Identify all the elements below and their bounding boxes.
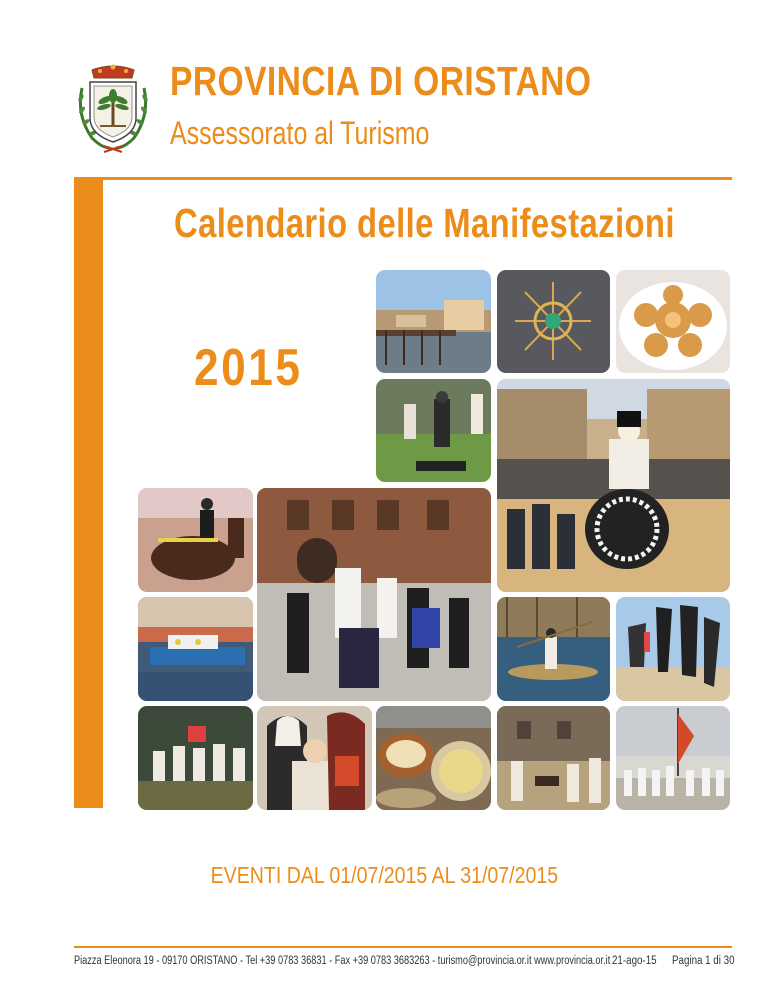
page-number: Pagina 1 di 30 [672, 955, 735, 967]
photo-wooden-pier [376, 270, 491, 373]
side-accent-bar [74, 177, 103, 808]
photo-food-baskets [376, 706, 491, 810]
photo-decorated-bread [616, 270, 730, 373]
photo-masked-performers [376, 379, 491, 482]
photo-golden-brooch [497, 270, 610, 373]
year-label: 2015 [194, 339, 303, 397]
photo-costumed-group-square [257, 488, 491, 701]
photo-reed-boat [497, 597, 610, 701]
photo-costumed-women [257, 706, 372, 810]
photo-parade-masked-rider [497, 379, 730, 592]
photo-windsurf-sails [616, 597, 730, 701]
footer-divider [74, 946, 732, 948]
department-subtitle: Assessorato al Turismo [170, 115, 430, 151]
photo-boats-harbor [138, 597, 253, 701]
footer-contact: Piazza Eleonora 19 - 09170 ORISTANO - Tel +39 0783 36831 - Fax +39 0783 3683263 - turismo@provincia.or.it www.provincia.or.it [74, 955, 611, 967]
province-title: PROVINCIA DI ORISTANO [170, 58, 592, 104]
photo-town-festival [497, 706, 610, 810]
footer-date: 21-ago-15 [612, 955, 657, 967]
coat-of-arms-icon [74, 60, 152, 156]
header-divider [74, 177, 732, 180]
photo-flag-parade [616, 706, 730, 810]
photo-procession [138, 706, 253, 810]
events-date-range: EVENTI DAL 01/07/2015 AL 31/07/2015 [210, 862, 558, 888]
calendar-title: Calendario delle Manifestazioni [174, 200, 675, 246]
photo-horse-rider [138, 488, 253, 592]
